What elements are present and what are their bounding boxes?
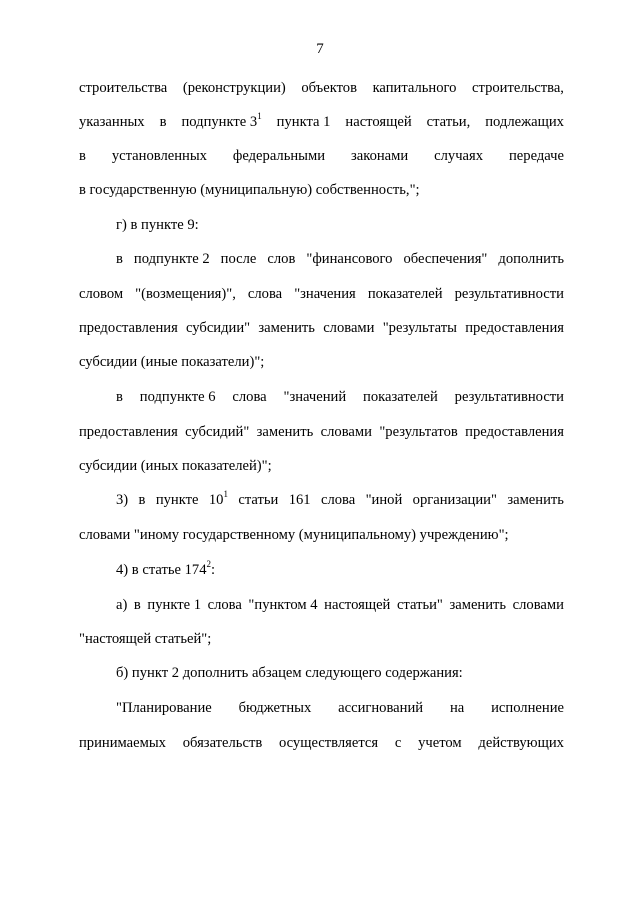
text-line-5: г) в пункте 9: [116,217,199,233]
word: заменить [256,424,314,440]
word: "(возмещения)", [135,286,236,302]
word: результативности [454,389,564,405]
text-line-3 [79,147,564,165]
word: субсидии" [186,320,251,336]
word: в [116,389,123,405]
word: (реконструкции) [182,80,286,96]
text-line-6 [116,250,564,268]
word: ассигнований [338,700,424,716]
word: в [133,597,141,613]
text-line-14: словами "иному государственному (муниципальному) учреждению"; [79,527,509,543]
text-line-7 [79,285,564,303]
word: пункта 1 [276,114,331,130]
text-line-10 [116,388,564,406]
word: исполнение [491,700,564,716]
text: : [211,562,216,578]
text-line-8 [79,319,564,337]
text-line-9: субсидии (иные показатели)"; [79,354,265,370]
superscript: 1 [257,111,262,122]
word-with-superscript [209,491,228,509]
page-number: 7 [316,41,324,57]
word: слова [232,389,267,405]
word: словом [79,286,124,302]
word: "значения [294,286,356,302]
word: "пунктом 4 [248,597,318,613]
word: словами [323,320,375,336]
word: заменить [258,320,315,336]
word: заменить [507,492,564,508]
word: в [116,251,123,267]
word: настоящей [324,597,391,613]
word: предоставления [465,424,564,440]
word: подпункте 3 [181,114,258,130]
word: в [138,492,146,508]
word: с [394,735,402,751]
word: 10 [208,492,224,508]
word: объектов [301,80,357,96]
word: статьи, [426,114,471,130]
word: передаче [508,148,564,164]
word: капитального [372,80,457,96]
text-line-1 [79,79,564,97]
superscript: 1 [223,489,228,500]
word: пункте [155,492,199,508]
word: статьи" [396,597,443,613]
word: бюджетных [238,700,312,716]
word: слова [320,492,356,508]
word: подпункте 2 [133,251,210,267]
word: 3) [116,492,129,508]
word: показателей [363,389,438,405]
word: установленных [111,148,207,164]
word: обеспечения" [403,251,488,267]
text-line-16 [116,596,564,614]
word: на [449,700,465,716]
word: а) [116,597,128,613]
word: "иной [365,492,403,508]
word: "результаты [382,320,457,336]
word: федеральными [232,148,326,164]
word: словами [512,597,564,613]
word: субсидий" [185,424,250,440]
word: статьи [238,492,279,508]
text-line-4: в государственную (муниципальную) собственность,"; [79,182,420,198]
word: показателей [367,286,443,302]
word: "Планирование [116,700,212,716]
word: дополнить [498,251,564,267]
word: подлежащих [485,114,564,130]
word: законами [350,148,409,164]
word: в [159,114,167,130]
word-with-superscript [181,113,261,131]
word: учетом [418,735,462,751]
text-line-19 [116,699,564,717]
text-line-17: "настоящей статьей"; [79,631,212,647]
word: предоставления [79,424,178,440]
word: осуществляется [278,735,379,751]
word: принимаемых [79,735,166,751]
text-line-18: б) пункт 2 дополнить абзацем следующего содержания: [116,665,463,681]
word: организации" [412,492,497,508]
word: обязательств [182,735,263,751]
text-line-2 [79,113,564,131]
word: предоставления [465,320,564,336]
text-line-20 [79,734,564,752]
word: "значений [283,389,347,405]
word: после [220,251,257,267]
word: словами [320,424,372,440]
text-line-12: субсидии (иных показателей)"; [79,458,272,474]
text-line-13 [116,491,564,509]
word: слов [267,251,296,267]
word: указанных [79,114,145,130]
text-line-11 [79,423,564,441]
word: заменить [449,597,507,613]
word: пункте 1 [147,597,202,613]
word: в [79,148,86,164]
word: случаях [434,148,484,164]
word: действующих [478,735,564,751]
word: предоставления [79,320,178,336]
word: строительства [79,80,168,96]
word: настоящей [345,114,412,130]
word: строительства, [472,80,564,96]
word: подпункте 6 [139,389,216,405]
word: слова [207,597,242,613]
word: 161 [288,492,311,508]
word: "результатов [379,424,458,440]
text: 4) в статье 174 [116,562,207,578]
word: слова [247,286,283,302]
word: "финансового [306,251,393,267]
text-line-15 [116,561,564,579]
word: результативности [454,286,564,302]
superscript: 2 [206,559,212,570]
